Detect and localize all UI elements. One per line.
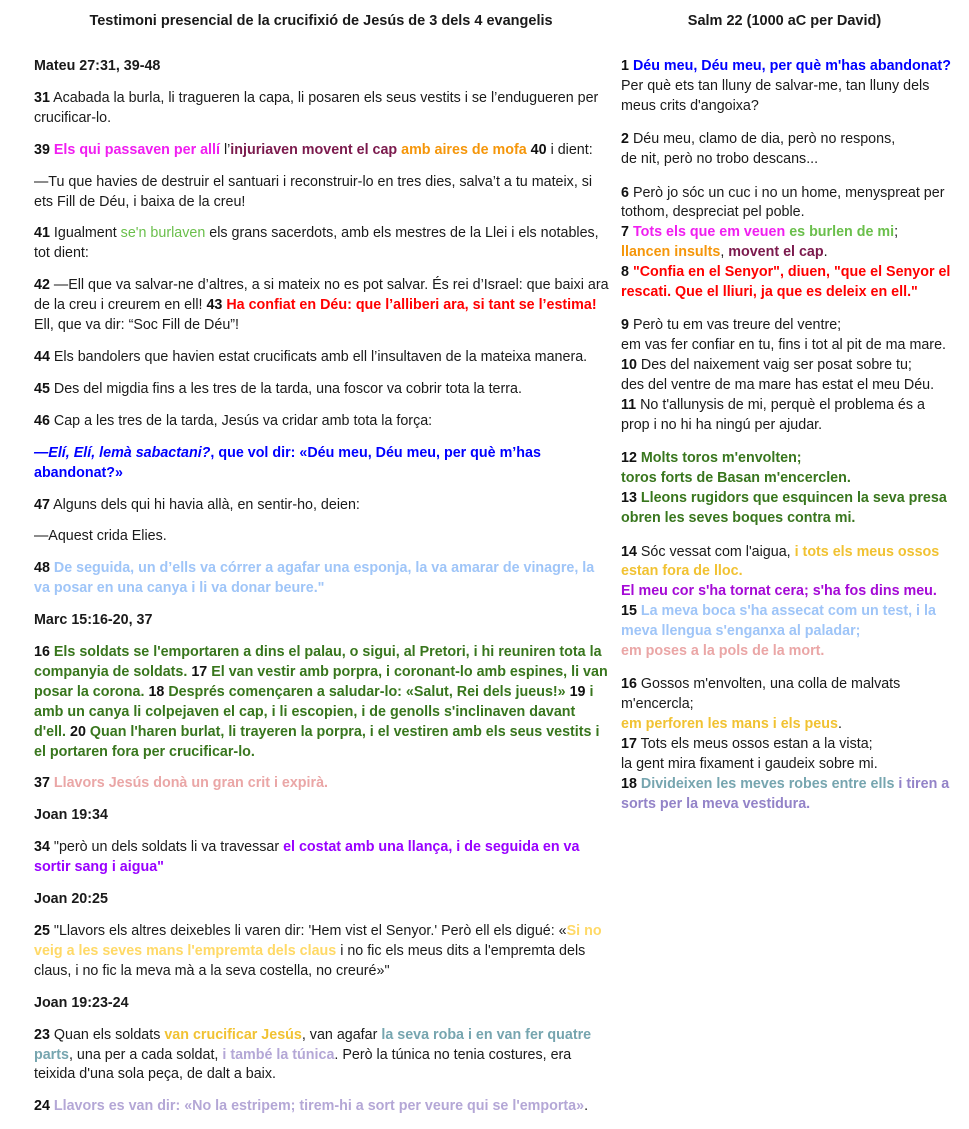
- verse-41: 41 Igualment se'n burlaven els grans sacerdots, amb els mestres de la Llei i els notables, tot dient:: [34, 225, 599, 262]
- eli-quote: —Elí, Elí, lemà sabactani?, que vol dir: «Déu meu, Déu meu, per què m’has abandonat?»: [34, 444, 541, 481]
- matthew-reference: Mateu 27:31, 39-48: [34, 58, 161, 74]
- john-19-23-reference: Joan 19:23-24: [34, 994, 129, 1011]
- psalm-verses-6-8: 6 Però jo sóc un cuc i no un home, menyspreat per tothom, despreciat pel poble. 7 Tots els que em veuen es burlen de mi; llancen insults, movent el cap. 8 "Confia en el Senyor", diuen, "que el Senyor el rescati. Que el lliuri, ja que es deleix en ell.": [621, 184, 951, 301]
- verse-44: 44 Els bandolers que havien estat crucificats amb ell l’insultaven de la mateixa manera.: [34, 348, 588, 365]
- verse-46: 46 Cap a les tres de la tarda, Jesús va cridar amb tota la força:: [34, 412, 433, 429]
- verse-25: 25 "Llavors els altres deixebles li varen dir: 'Hem vist el Senyor.' Però ell els digué: «Si no veig a les seves mans l'empremta dels claus i no fic els meus dits a l'empremta dels claus, i no fic la meva mà a la seva costella, no creuré»": [34, 923, 602, 979]
- elijah-quote: —Aquest crida Elies.: [34, 528, 167, 545]
- psalm-verses-14-15: 14 Sóc vessat com l'aigua, i tots els meus ossos estan fora de lloc. El meu cor s'ha tornat cera; s'ha fos dins meu. 15 La meva boca s'ha assecat com un test, i la meva llengua s'enganxa al paladar; em poses a la pols de la mort.: [621, 543, 940, 660]
- psalm-verse-2: 2 Déu meu, clamo de dia, però no respons, de nit, però no trobo descans...: [621, 131, 896, 168]
- verse-23: 23 Quan els soldats van crucificar Jesús, van agafar la seva roba i en van fer quatre parts, una per a cada soldat, i també la túnica. Però la túnica no tenia costures, era teixida d'una sola peça, de dalt a baix.: [34, 1026, 592, 1083]
- verse-24: 24 Llavors es van dir: «No la estripem; tirem-hi a sort per veure qui se l'emporta».: [34, 1098, 589, 1115]
- john-19-34-reference: Joan 19:34: [34, 807, 108, 824]
- psalm-verses-16-18: 16 Gossos m'envolten, una colla de malvats m'encercla; em perforen les mans i els peus. 17 Tots els meus ossos estan a la vista; la gent mira fixament i gaudeix sobre mi. 18 Divideixen les meves robes entre ells i tiren a sorts per la meva vestidura.: [621, 676, 950, 812]
- psalm-verses-12-13: 12 Molts toros m'envolten; toros forts de Basan m'encerclen. 13 Lleons rugidors que esquincen la seva presa obren les seves boques contra mi.: [621, 450, 947, 527]
- psalm-verses-9-11: 9 Però tu em vas treure del ventre; em vas fer confiar en tu, fins i tot al pit de ma mare. 10 Des del naixement vaig ser posat sobre tu; des del ventre de ma mare has estat el meu Déu. 11 No t'allunysis de mi, perquè el problema és a prop i no hi ha ningú per ajudar.: [621, 317, 946, 433]
- verse-39-40: 39 Els qui passaven per allí l’injuriaven movent el cap amb aires de mofa 40 i dient:: [34, 141, 593, 158]
- verse-45: 45 Des del migdia fins a les tres de la tarda, una foscor va cobrir tota la terra.: [34, 380, 522, 397]
- verse-34: 34 "però un dels soldats li va travessar el costat amb una llança, i de seguida en va sortir sang i aigua": [34, 839, 580, 876]
- verses-16-20: 16 Els soldats se l'emportaren a dins el palau, o sigui, al Pretori, i hi reuniren tota la companyia de soldats. 17 El van vestir amb porpra, i coronant-lo amb espines, li van posar la corona. 18 Després començaren a saludar-lo: «Salut, Rei dels jueus!» 19 i amb un canya li colpejaven el cap, i li escopien, i de genolls s'inclinaven davant d'ell. 20 Quan l'haren burlat, li trayeren la porpra, i el vestiren amb els seus vestits i el portaren fora per crucificar-lo.: [34, 644, 608, 760]
- mockery-quote: —Tu que havies de destruir el santuari i reconstruir-lo en tres dies, salva’t a tu mateix, si ets Fill de Déu, i baixa de la creu!: [34, 173, 593, 210]
- psalm-verse-1: 1 Déu meu, Déu meu, per què m'has abandonat? Per què ets tan lluny de salvar-me, tan lluny dels meus crits d'angoixa?: [621, 58, 951, 114]
- left-column-title: Testimoni presencial de la crucifixió de Jesús de 3 dels 4 evangelis: [89, 13, 553, 29]
- verse-31: 31 Acabada la burla, li tragueren la capa, li posaren els seus vestits i se l’endugueren per crucificar-lo.: [34, 89, 599, 126]
- john-20-25-reference: Joan 20:25: [34, 891, 108, 908]
- verse-37: 37 Llavors Jesús donà un gran crit i expirà.: [34, 775, 329, 792]
- verse-47: 47 Alguns dels qui hi havia allà, en sentir-ho, deien:: [34, 496, 360, 513]
- gospels-column: [34, 57, 609, 1129]
- psalm-column: [621, 57, 957, 828]
- right-column-title: Salm 22 (1000 aC per David): [687, 13, 882, 29]
- verse-48: 48 De seguida, un d’ells va córrer a agafar una esponja, la va amarar de vinagre, la va posar en una canya i li va donar beure.": [34, 560, 595, 597]
- verse-42-43: 42 —Ell que va salvar-ne d’altres, a si mateix no es pot salvar. És rei d’Israel: que baixi ara de la creu i creurem en ell! 43 Ha confiat en Déu: que l’alliberi ara, si tant se l’estima! Ell, que va dir: “Soc Fill de Déu”!: [34, 277, 609, 334]
- mark-reference: Marc 15:16-20, 37: [34, 612, 153, 629]
